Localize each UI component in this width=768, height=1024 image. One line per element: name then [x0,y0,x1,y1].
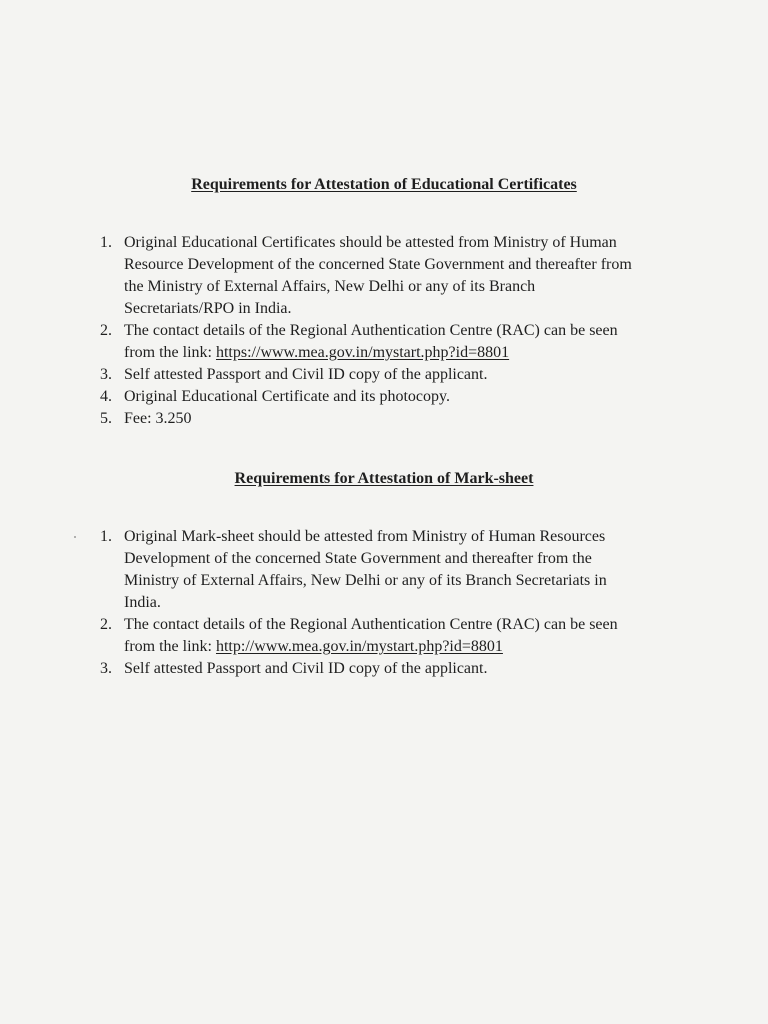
item-number: 1. [100,234,112,251]
list-item [0,232,644,320]
item-number: 1. [100,528,112,545]
item-text: Original Educational Certificate and its photocopy. [124,388,450,405]
section-heading-mark-sheet: Requirements for Attestation of Mark-sheet [234,470,534,487]
item-text: Fee: 3.250 [124,410,192,427]
item-text: Self attested Passport and Civil ID copy of the applicant. [124,660,488,677]
item-text: Original Mark-sheet should be attested from Ministry of Human Resources Development of the concerned State Government and thereafter from the Ministry of External Affairs, New Delhi or any of its Branch Secretariats in India. [124,528,607,611]
list-item [0,364,644,386]
section-heading-educational-certificates: Requirements for Attestation of Educational Certificates [191,176,577,193]
list-item [0,658,644,680]
item-number: 3. [100,366,112,383]
list-item [0,320,644,364]
rac-link[interactable]: https://www.mea.gov.in/mystart.php?id=8801 [215,344,510,361]
item-text: The contact details of the Regional Authentication Centre (RAC) can be seen from the link: [124,616,618,655]
list-item [0,408,644,430]
item-number: 2. [100,322,112,339]
item-number: 5. [100,410,112,427]
rac-link[interactable]: http://www.mea.gov.in/mystart.php?id=8801 [215,638,503,655]
item-number: 3. [100,660,112,677]
requirements-list-mark-sheet [0,526,644,680]
requirements-list-educational-certificates [0,232,644,430]
item-text: Self attested Passport and Civil ID copy of the applicant. [124,366,488,383]
item-text: The contact details of the Regional Authentication Centre (RAC) can be seen from the link: [124,322,618,361]
item-number: 4. [100,388,112,405]
item-text: Original Educational Certificates should be attested from Ministry of Human Resource Development of the concerned State Government and thereafter from the Ministry of External Affairs, New Delhi or any of its Branch Secretariats/RPO in India. [124,234,632,317]
list-item [0,526,644,614]
list-item [0,614,644,658]
list-item [0,386,644,408]
item-number: 2. [100,616,112,633]
